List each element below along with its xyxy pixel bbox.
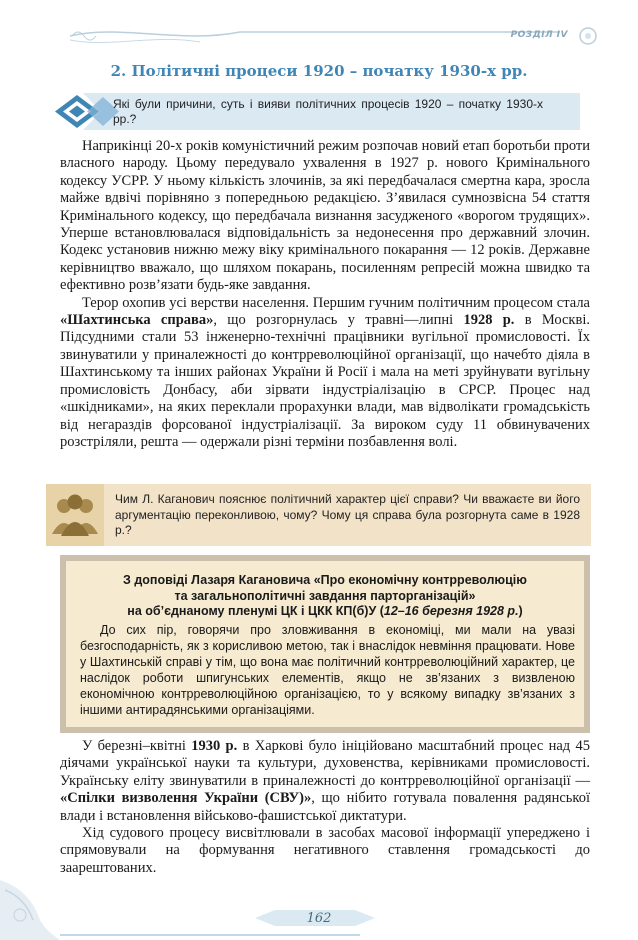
- document-title-line-2: та загальнополітичні завдання парторганізацій»: [174, 588, 476, 603]
- document-title-line-1: З доповіді Лазаря Кагановича «Про економічну контрреволюцію: [123, 573, 527, 587]
- document-text: [80, 622, 575, 718]
- svu-term: «Спілки визволення України (СВУ)»: [60, 790, 312, 807]
- document-dates: 12–16 березня 1928 р.: [383, 604, 519, 618]
- document-paragraph: До сих пір, говорячи про зловживання в економіці, ми мали на увазі безгосподарність, як з корисливою метою, так і внаслідок невміння працювати. Нове у Шахтинській справі у тім, що вона має політичний контрреволюційний характер, це наслідок роботи шпигунських елементів, якщо не зв’язаних з визвленою економічною контрреволюційною організацією, то у всякому випадку зв’язаних з іншими антирадянськими організаціями.: [80, 623, 575, 717]
- shakhty-case-term: «Шахтинська справа»: [60, 312, 214, 329]
- year-1930: 1930 р.: [191, 738, 238, 754]
- corner-ornament: [0, 860, 60, 940]
- paragraph-1: Наприкінці 20-х років комуністичний режим розпочав новий етап боротьби проти власного народу. Цьому передувало ухвалення в 1927 р. нового Кримінального кодексу УСРР. У ньому кількість злочинів, за які передбачалася смертна кара, зросла майже вдвічі порівняно з попередньою редакцією. З’явилася сумнозвісна 54 стаття Кримінального кодексу, що передбачала визнання засудженого «ворогом трудящих». Уперше встановлювалася відповідальність за недонесення про державний злочин. Кодекс установив нижню межу віку кримінального покарання — 12 років. Державне керівництво вважало, що шляхом покарань, посиленням репресій можна швидко та ефективно розв’язати будь-яке завдання.: [60, 138, 590, 294]
- body-text-upper: [60, 138, 590, 451]
- page-number: 162: [306, 911, 332, 926]
- body-text-lower: [60, 738, 590, 877]
- paragraph-3: У березні–квітні 1930 р. в Харкові було ініційовано масштабний процес над 45 діячами української науки та культури, духовенства, керівниками промисловості. Українську еліту звинуватили в приналежності до контрреволюційної організації — «Спілки визволення України (СВУ)», що нібито готувала повалення радянської влади і встановлення військово-фашистської диктатури.: [60, 738, 590, 824]
- footer-line: [60, 934, 360, 936]
- paragraph-2: Терор охопив усі верстви населення. Першим гучним політичним процесом стала «Шахтинська справа», що розгорнулась у травні—липні 1928 р. в Москві. Підсудними стали 53 інженерно-технічні працівники вугільної промисловості. Їх звинуватили у приналежності до контрреволюційної організації, що начебто діяла в Шахтинському та інших районах України й Росії і мала на меті зруйнувати вугільну промисловість Донбасу, аби зірвати індустріалізацію в СРСР. Процес над «шкідниками», на яких переклали прорахунки влади, мав відволікати громадськість від негараздів форсованої індустріалізації. За вироком суду 11 обвинувачених розстріляли, решта — одержали різні терміни позбавлення волі.: [60, 294, 590, 450]
- document-title-line-3: на об’єднаному пленумі ЦК і ЦКК КП(б)У (12–16 березня 1928 р.): [127, 604, 523, 618]
- section-label: РОЗДІЛ IV: [510, 30, 568, 40]
- section-heading: 2. Політичні процеси 1920 – початку 1930-х рр.: [110, 62, 528, 80]
- paragraph-4: Хід судового процесу висвітлювали в засобах масової інформації упереджено і спрямовували на формування негативного ставлення громадськості до заарештованих.: [60, 825, 590, 876]
- document-title: [66, 573, 584, 620]
- year-1928: 1928 р.: [463, 312, 515, 329]
- key-question: Які були причини, суть і вияви політичних процесів 1920 – початку 1930-х рр.?: [113, 97, 543, 126]
- task-question: Чим Л. Каганович пояснює політичний характер цієї справи? Чи вважаєте ви його аргументацію переконливою, чому? Чому ця справа була розгорнута саме в 1928 р.?: [115, 492, 580, 537]
- people-group-icon: [46, 484, 104, 546]
